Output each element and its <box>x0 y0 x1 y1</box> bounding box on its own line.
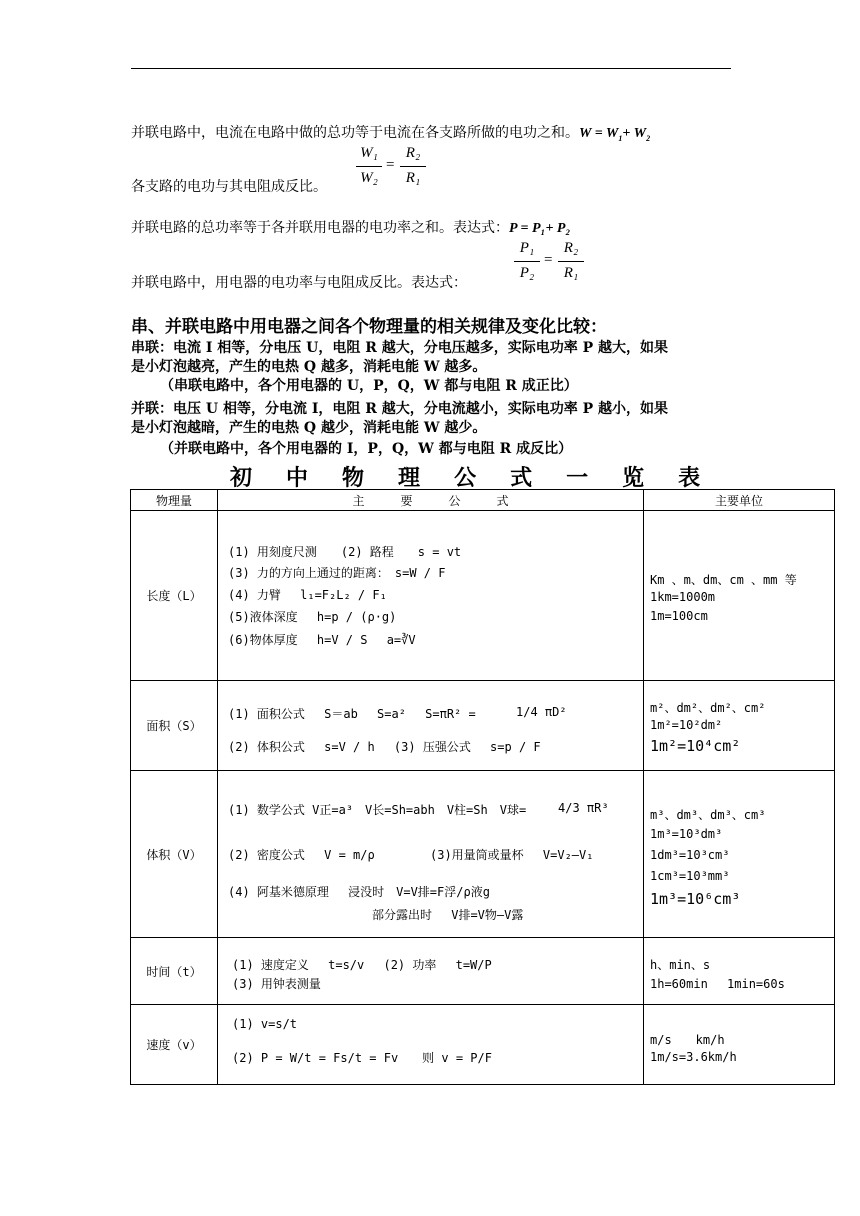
frac1-eq: = <box>386 157 395 173</box>
header-unit: 主要单位 <box>644 490 835 511</box>
row-length-units: Km 、m、dm、cm 、mm 等 1km=1000m 1m=100cm <box>644 511 835 681</box>
series-rule-b: 是小灯泡越亮，产生的电热 Q 越多，消耗电能 W 越多。 <box>131 359 487 375</box>
row-volume-formulas: (1) 数学公式 V正=a³ V长=Sh=abh V柱=Sh V球= 4/3 πR³ (2) 密度公式 V = m/ρ (3)用量筒或量杯 V=V₂—V₁ (4) 阿基米德原理 浸没时 V=V排=F浮/ρ液g 部分露出时 V排=V物—V露 <box>218 771 644 938</box>
table-row <box>131 771 835 938</box>
frac2-rden: R₁ <box>563 265 579 281</box>
frac2-eq: = <box>544 252 553 268</box>
row-time-units: h、min、s 1h=60min 1min=60s <box>644 938 835 1005</box>
series-rule-a: 串联：电流 I 相等，分电压 U，电阻 R 越大，分电压越多，实际电功率 P 越大，如果 <box>131 340 669 356</box>
row-length-name: 长度（L） <box>131 511 218 681</box>
frac1-den: W₂ <box>360 170 378 186</box>
intro-line-3 <box>131 219 570 238</box>
table-row <box>131 511 835 681</box>
header-rule <box>131 68 731 69</box>
row-speed-formulas: (1) v=s/t (2) P = W/t = Fs/t = Fv 则 v = P/F <box>218 1005 644 1085</box>
frac1-rden: R₁ <box>405 170 421 186</box>
row-speed-units: m/s km/h 1m/s=3.6km/h <box>644 1005 835 1085</box>
row-area-units: m²、dm²、dm²、cm² 1m²=10²dm² 1m²=10⁴cm² <box>644 681 835 771</box>
row-length-formulas: (1) 用刻度尺测 (2) 路程 s = vt (3) 力的方向上通过的距离： s=W / F (4) 力臂 l₁=F₂L₂ / F₁ (5)液体深度 h=p / (ρ·g) (6)物体厚度 h=V / S a=∛V <box>218 511 644 681</box>
table-title: 初 中 物 理 公 式 一 览 表 <box>230 465 701 491</box>
header-quantity: 物理量 <box>131 490 218 511</box>
frac1-num: W₁ <box>360 145 378 161</box>
frac2-rbar <box>558 261 584 262</box>
intro-line-2: 各支路的电功与其电阻成反比。 <box>131 179 327 195</box>
formula-table <box>130 489 835 1085</box>
intro-line-4: 并联电路中，用电器的电功率与电阻成反比。表达式： <box>131 275 467 291</box>
series-rule-note: （串联电路中，各个用电器的 U，P，Q，W 都与电阻 R 成正比） <box>160 378 578 394</box>
intro-line-3-text: 并联电路的总功率等于各并联用电器的电功率之和。表达式： <box>131 220 509 236</box>
intro-line-1 <box>131 124 650 148</box>
rules-heading: 串、并联电路中用电器之间各个物理量的相关规律及变化比较： <box>131 317 607 337</box>
intro-line-3-formula: P = P₁+ P₂ <box>509 221 571 236</box>
frac2-bar <box>514 261 540 262</box>
row-time-name: 时间（t） <box>131 938 218 1005</box>
table-header-row <box>131 490 835 511</box>
row-area-name: 面积（S） <box>131 681 218 771</box>
table-row <box>131 938 835 1005</box>
frac2-den: P₂ <box>519 265 535 281</box>
row-volume-units: m³、dm³、dm³、cm³ 1m³=10³dm³ 1dm³=10³cm³ 1cm³=10³mm³ 1m³=10⁶cm³ <box>644 771 835 938</box>
frac2-num: P₁ <box>519 240 535 256</box>
parallel-rule-b: 是小灯泡越暗，产生的电热 Q 越少，消耗电能 W 越少。 <box>131 420 487 436</box>
row-volume-name: 体积（V） <box>131 771 218 938</box>
frac2-rnum: R₂ <box>563 240 579 256</box>
row-speed-name: 速度（v） <box>131 1005 218 1085</box>
intro-line-1-formula: $W = W_1+ W_2$ <box>579 126 651 143</box>
frac1-rnum: R₂ <box>405 145 421 161</box>
frac1-bar <box>356 166 382 167</box>
table-row <box>131 681 835 771</box>
row-time-formulas: (1) 速度定义 t=s/v (2) 功率 t=W/P (3) 用钟表测量 <box>218 938 644 1005</box>
parallel-rule-note: （并联电路中，各个用电器的 I，P，Q，W 都与电阻 R 成反比） <box>160 441 573 457</box>
parallel-rule-a: 并联：电压 U 相等，分电流 I，电阻 R 越大，分电流越小，实际电功率 P 越小，如果 <box>131 401 669 417</box>
frac1-rbar <box>400 166 426 167</box>
intro-line-1-text: 并联电路中，电流在电路中做的总功等于电流在各支路所做的电功之和。 <box>131 125 579 141</box>
table-row <box>131 1005 835 1085</box>
row-area-formulas: (1) 面积公式 S＝ab S=a² S=πR² = 1/4 πD² (2) 体积公式 s=V / h (3) 压强公式 s=p / F <box>218 681 644 771</box>
header-formula: 主 要 公 式 <box>218 490 644 511</box>
